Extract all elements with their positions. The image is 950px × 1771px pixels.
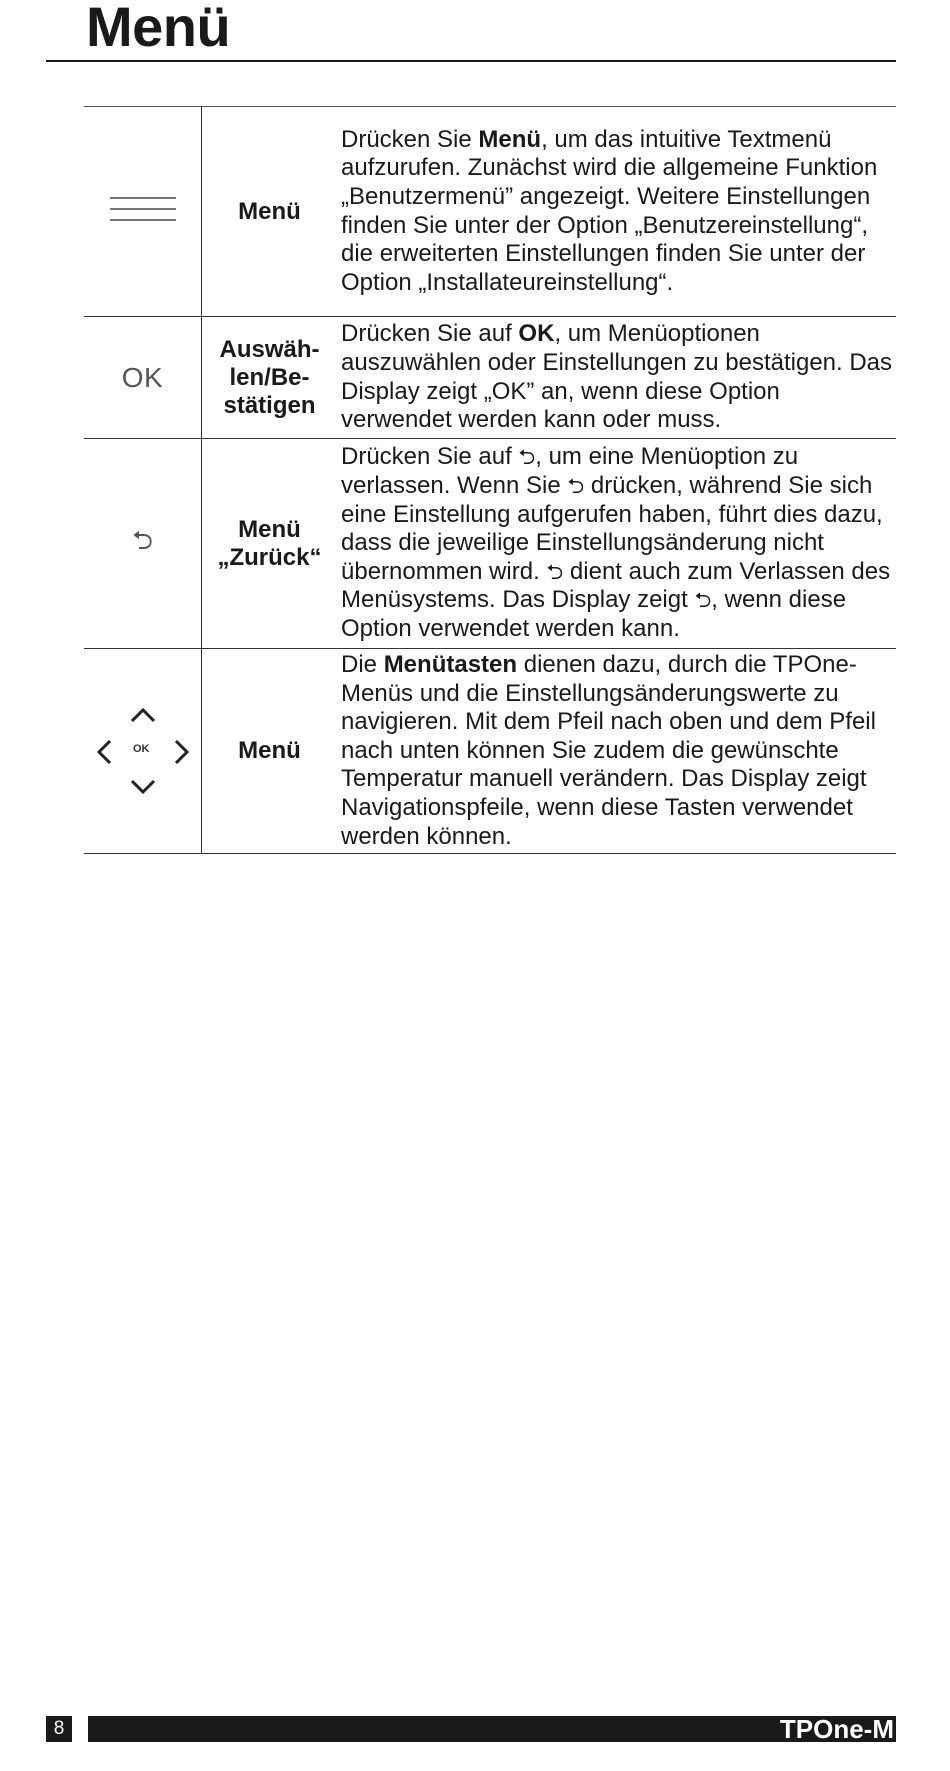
table-row <box>84 439 896 649</box>
icon-cell <box>84 317 202 439</box>
menu-lines-icon <box>110 188 176 230</box>
back-arrow-icon: ⮌ <box>546 559 564 584</box>
key-name: Menü <box>202 649 338 854</box>
key-description: Drücken Sie auf OK, um Menüoptionen auszuwählen oder Einstellungen zu bestätigen. Das Display zeigt „OK” an, wenn diese Option verwendet werden kann oder muss. <box>337 317 896 439</box>
back-arrow-icon: ⮌ <box>567 474 585 499</box>
key-description: Drücken Sie Menü, um das intuitive Textmenü aufzurufen. Zunächst wird die allgemeine Funktion „Benutzermenü” angezeigt. Weitere Einstellungen finden Sie unter der Option „Benutzereinstellung“, die erweiterten Einstellungen finden Sie unter der Option „Installateureinstellung“. <box>337 107 896 317</box>
chevron-down-icon <box>128 777 158 797</box>
page-title: Menü <box>86 0 231 58</box>
table-row <box>84 317 896 439</box>
icon-cell <box>84 439 202 649</box>
footer-bar <box>88 1716 896 1742</box>
ok-icon: OK <box>121 361 164 393</box>
back-arrow-icon: ⮌ <box>694 588 712 613</box>
back-arrow-icon: ⮌ <box>132 524 153 555</box>
icon-cell <box>84 107 202 317</box>
chevron-right-icon <box>172 737 192 767</box>
navigation-pad-icon <box>84 691 201 811</box>
key-name: Auswäh- len/Be- stätigen <box>202 317 338 439</box>
key-name: Menü „Zurück“ <box>202 439 338 649</box>
ok-label: OK <box>133 743 150 756</box>
page-number: 8 <box>46 1716 72 1742</box>
key-name: Menü <box>202 107 338 317</box>
table-row <box>84 649 896 854</box>
back-arrow-icon: ⮌ <box>518 445 536 470</box>
title-rule <box>46 60 896 62</box>
key-description: Die Menütasten dienen dazu, durch die TPOne-Menüs und die Einstellungsänderungswerte zu navigieren. Mit dem Pfeil nach oben und dem Pfeil nach unten können Sie zudem die gewünschte Temperatur manuell verändern. Das Display zeigt Navigationspfeile, wenn diese Tasten verwendet werden können. <box>337 649 896 854</box>
chevron-up-icon <box>128 705 158 725</box>
key-description: Drücken Sie auf ⮌, um eine Menüoption zu verlassen. Wenn Sie ⮌ drücken, während Sie sich eine Einstellung aufgerufen haben, führt dies dazu, dass die jeweilige Einstellungsänderung nicht übernommen wird. ⮌ dient auch zum Verlassen des Menüsystems. Das Display zeigt ⮌, wenn diese Option verwendet werden kann. <box>337 439 896 649</box>
footer-brand: TPOne-M <box>779 1714 894 1744</box>
key-function-table <box>84 106 896 854</box>
table-row <box>84 107 896 317</box>
icon-cell <box>84 649 202 854</box>
chevron-left-icon <box>94 737 114 767</box>
